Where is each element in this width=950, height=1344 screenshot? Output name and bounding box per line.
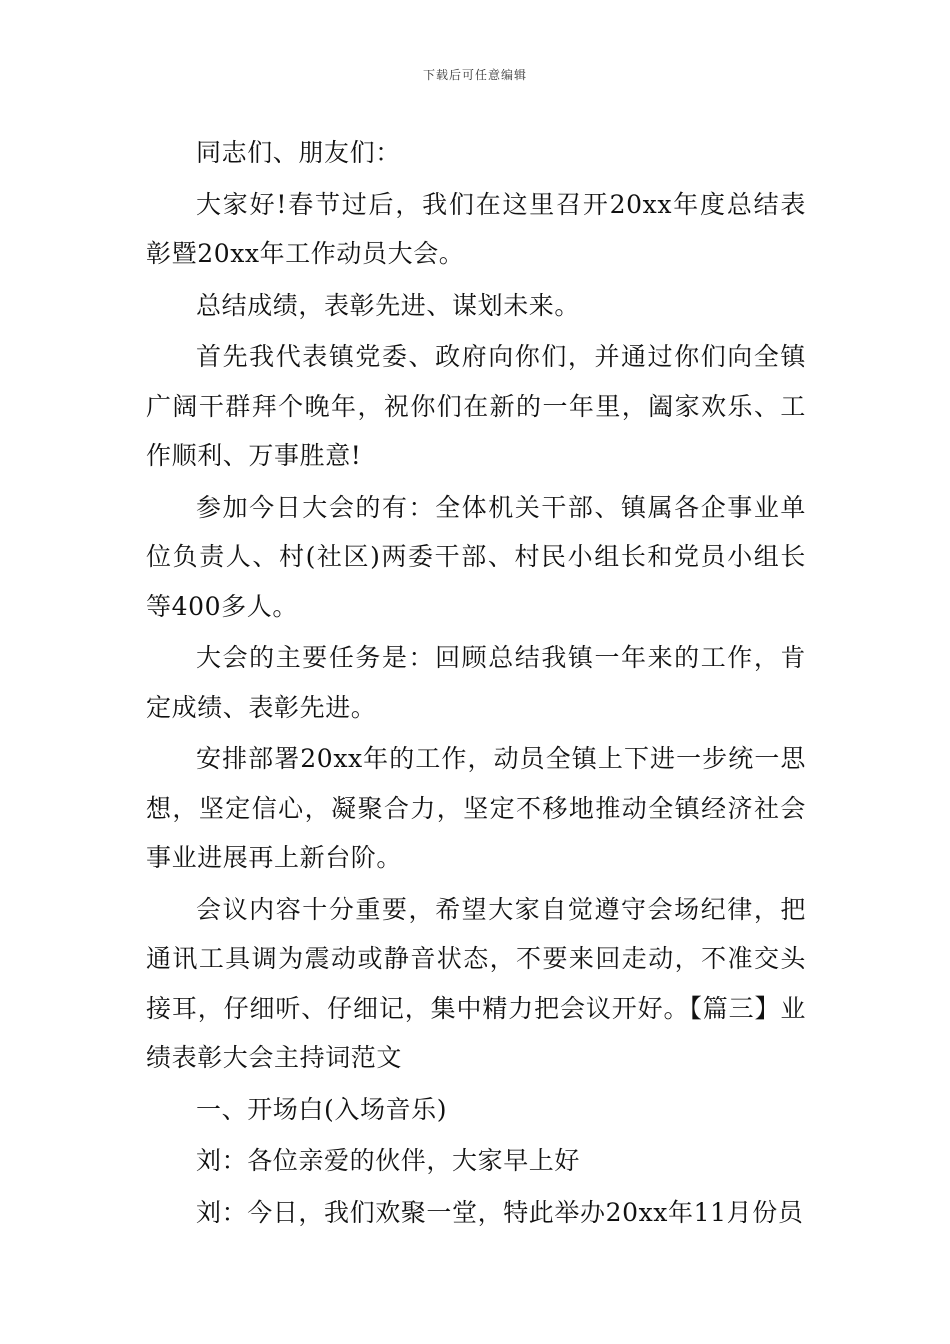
paragraph-main-task: 大会的主要任务是：回顾总结我镇一年来的工作，肯定成绩、表彰先进。 [146, 643, 806, 722]
paragraph-new-year-wishes: 首先我代表镇党委、政府向你们，并通过你们向全镇广阔干群拜个晚年，祝你们在新的一年里，阖家欢乐、工作顺利、万事胜意! [146, 342, 806, 470]
page-header: 下载后可任意编辑 [422, 68, 527, 82]
paragraph-host-intro: 刘：今日，我们欢聚一堂，特此举办20xx年11月份员 [196, 1197, 804, 1227]
document-body [146, 128, 806, 1239]
paragraph-opening-heading: 一、开场白(入场音乐) [196, 1094, 448, 1124]
paragraph-greeting: 大家好!春节过后，我们在这里召开20xx年度总结表彰暨20xx年工作动员大会。 [146, 189, 806, 268]
paragraph-summary: 总结成绩，表彰先进、谋划未来。 [196, 290, 581, 320]
paragraph-salutation: 同志们、朋友们： [196, 138, 401, 167]
paragraph-host-greeting: 刘：各位亲爱的伙伴，大家早上好 [196, 1146, 581, 1175]
paragraph-work-plan: 安排部署20xx年的工作，动员全镇上下进一步统一思想，坚定信心，凝聚合力，坚定不移地推动全镇经济社会事业进展再上新台阶。 [146, 744, 806, 872]
paragraph-attendees: 参加今日大会的有：全体机关干部、镇属各企事业单位负责人、村(社区)两委干部、村民小组长和党员小组长等400多人。 [146, 492, 806, 621]
paragraph-meeting-discipline: 会议内容十分重要，希望大家自觉遵守会场纪律，把通讯工具调为震动或静音状态，不要来回走动，不准交头接耳，仔细听、仔细记，集中精力把会议开好。【篇三】业绩表彰大会主持词范文 [146, 894, 806, 1072]
